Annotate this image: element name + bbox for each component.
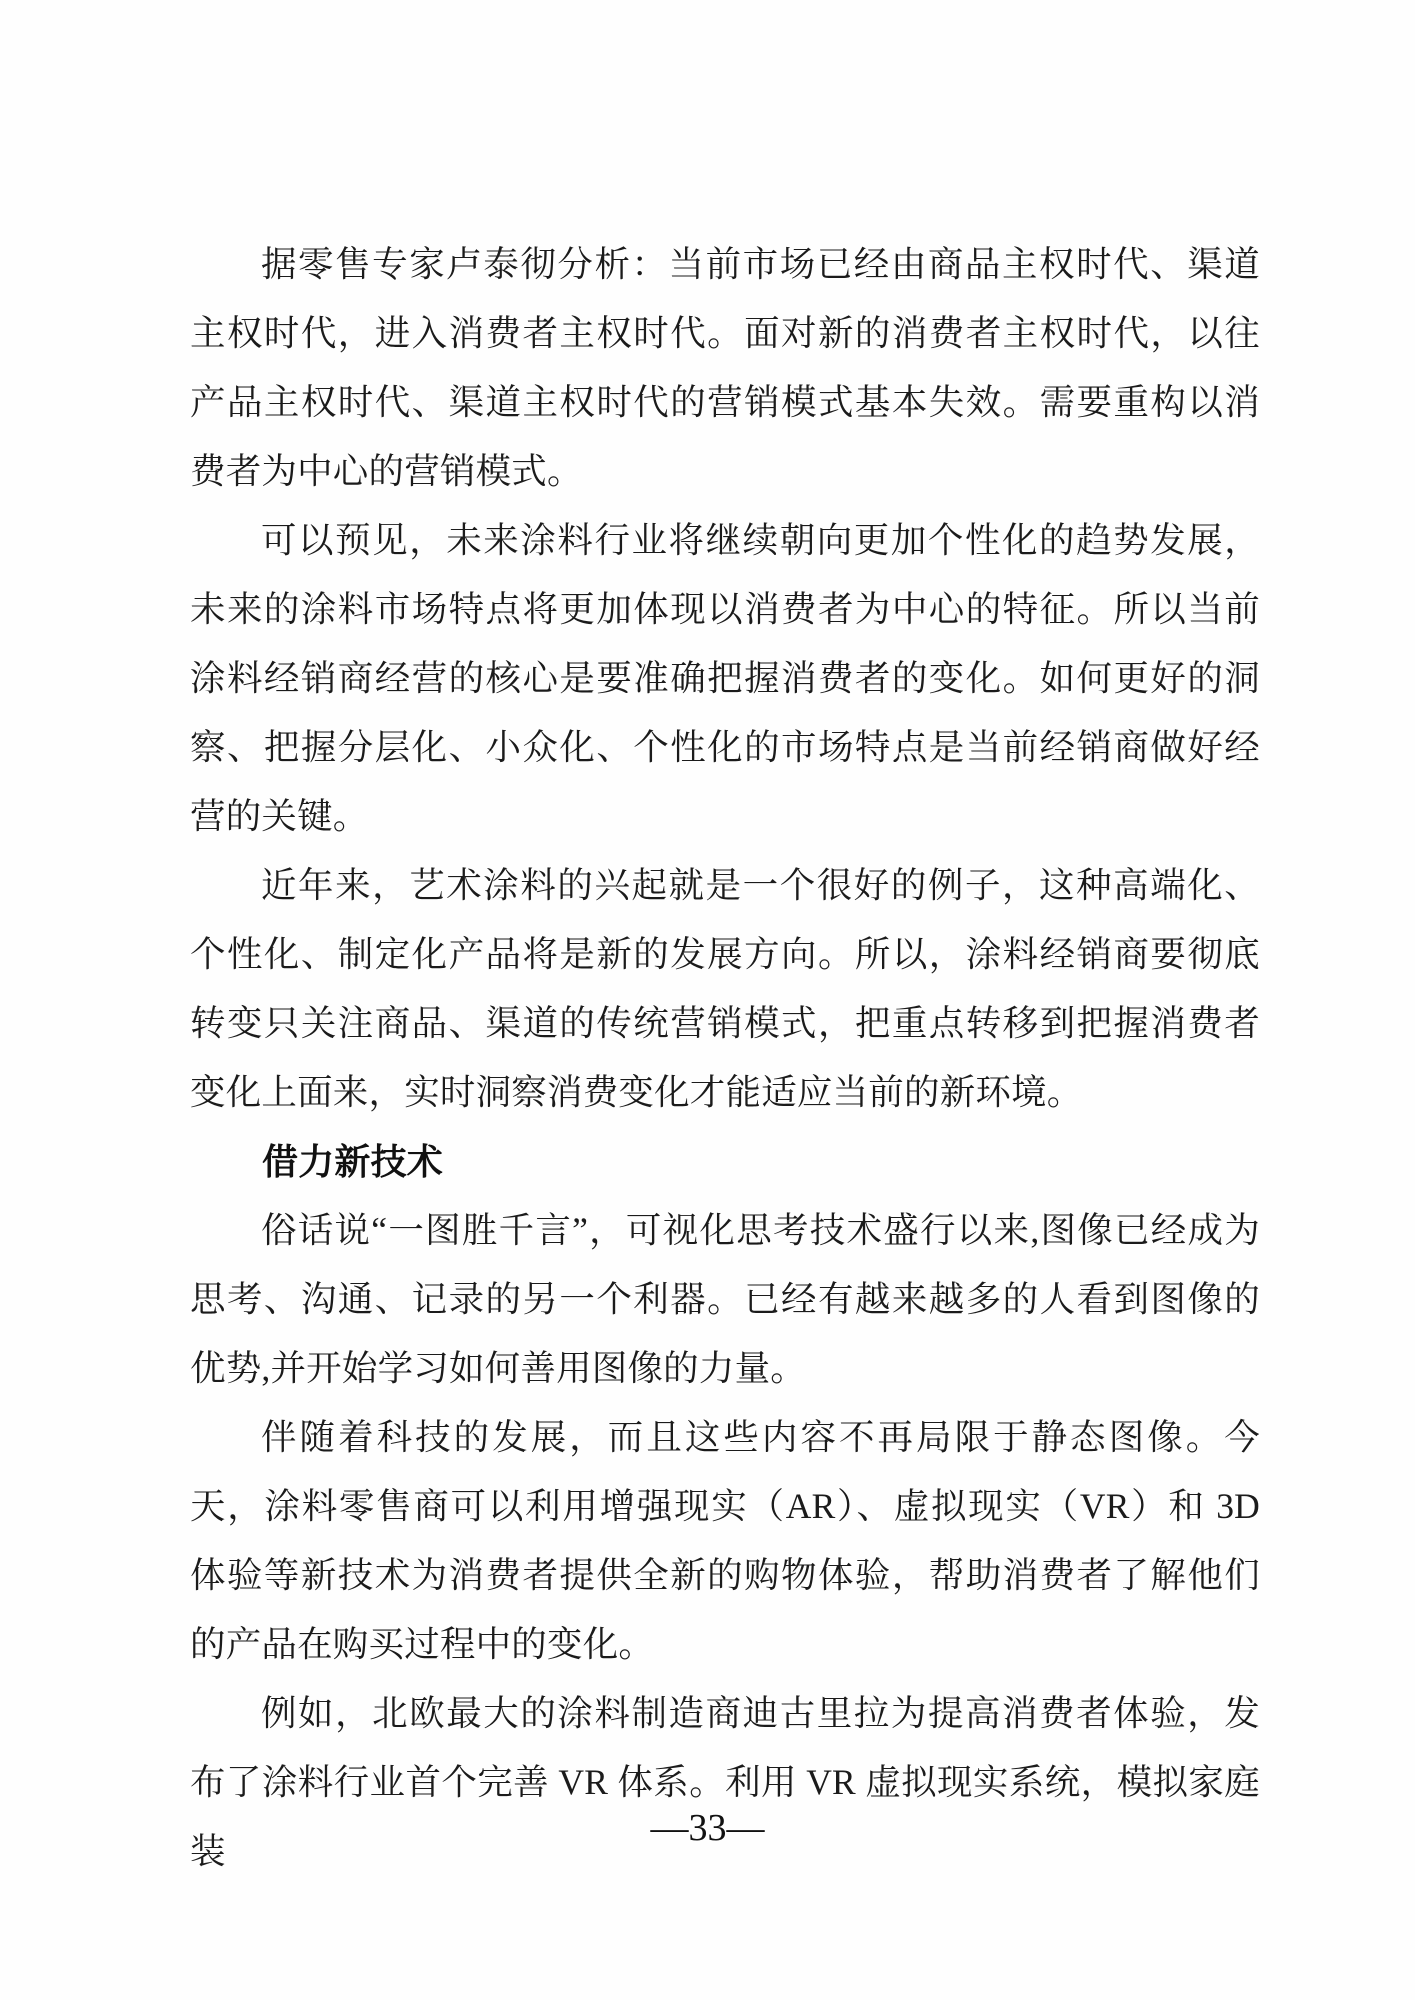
- paragraph: 伴随着科技的发展，而且这些内容不再局限于静态图像。今天，涂料零售商可以利用增强现实（AR）、虚拟现实（VR）和 3D 体验等新技术为消费者提供全新的购物体验，帮助消费者了解他们的产品在购买过程中的变化。: [190, 1417, 1260, 1664]
- paragraph: 近年来，艺术涂料的兴起就是一个很好的例子，这种高端化、个性化、制定化产品将是新的发展方向。所以，涂料经销商要彻底转变只关注商品、渠道的传统营销模式，把重点转移到把握消费者变化上面来，实时洞察消费变化才能适应当前的新环境。: [190, 865, 1260, 1112]
- page-number: —33—: [650, 1807, 765, 1849]
- paragraph: 据零售专家卢泰彻分析：当前市场已经由商品主权时代、渠道主权时代，进入消费者主权时代。面对新的消费者主权时代，以往产品主权时代、渠道主权时代的营销模式基本失效。需要重构以消费者为中心的营销模式。: [190, 244, 1260, 491]
- paragraph: 可以预见，未来涂料行业将继续朝向更加个性化的趋势发展，未来的涂料市场特点将更加体现以消费者为中心的特征。所以当前涂料经销商经营的核心是要准确把握消费者的变化。如何更好的洞察、把握分层化、小众化、个性化的市场特点是当前经销商做好经营的关键。: [190, 520, 1260, 836]
- page-body: [190, 230, 1260, 1886]
- paragraph: 俗话说“一图胜千言”，可视化思考技术盛行以来,图像已经成为思考、沟通、记录的另一个利器。已经有越来越多的人看到图像的优势,并开始学习如何善用图像的力量。: [190, 1210, 1260, 1388]
- paragraph: 例如，北欧最大的涂料制造商迪古里拉为提高消费者体验，发布了涂料行业首个完善 VR 体系。利用 VR 虚拟现实系统，模拟家庭装: [190, 1693, 1260, 1871]
- page-footer: [0, 1804, 1415, 1852]
- section-heading: 借力新技术: [262, 1141, 444, 1182]
